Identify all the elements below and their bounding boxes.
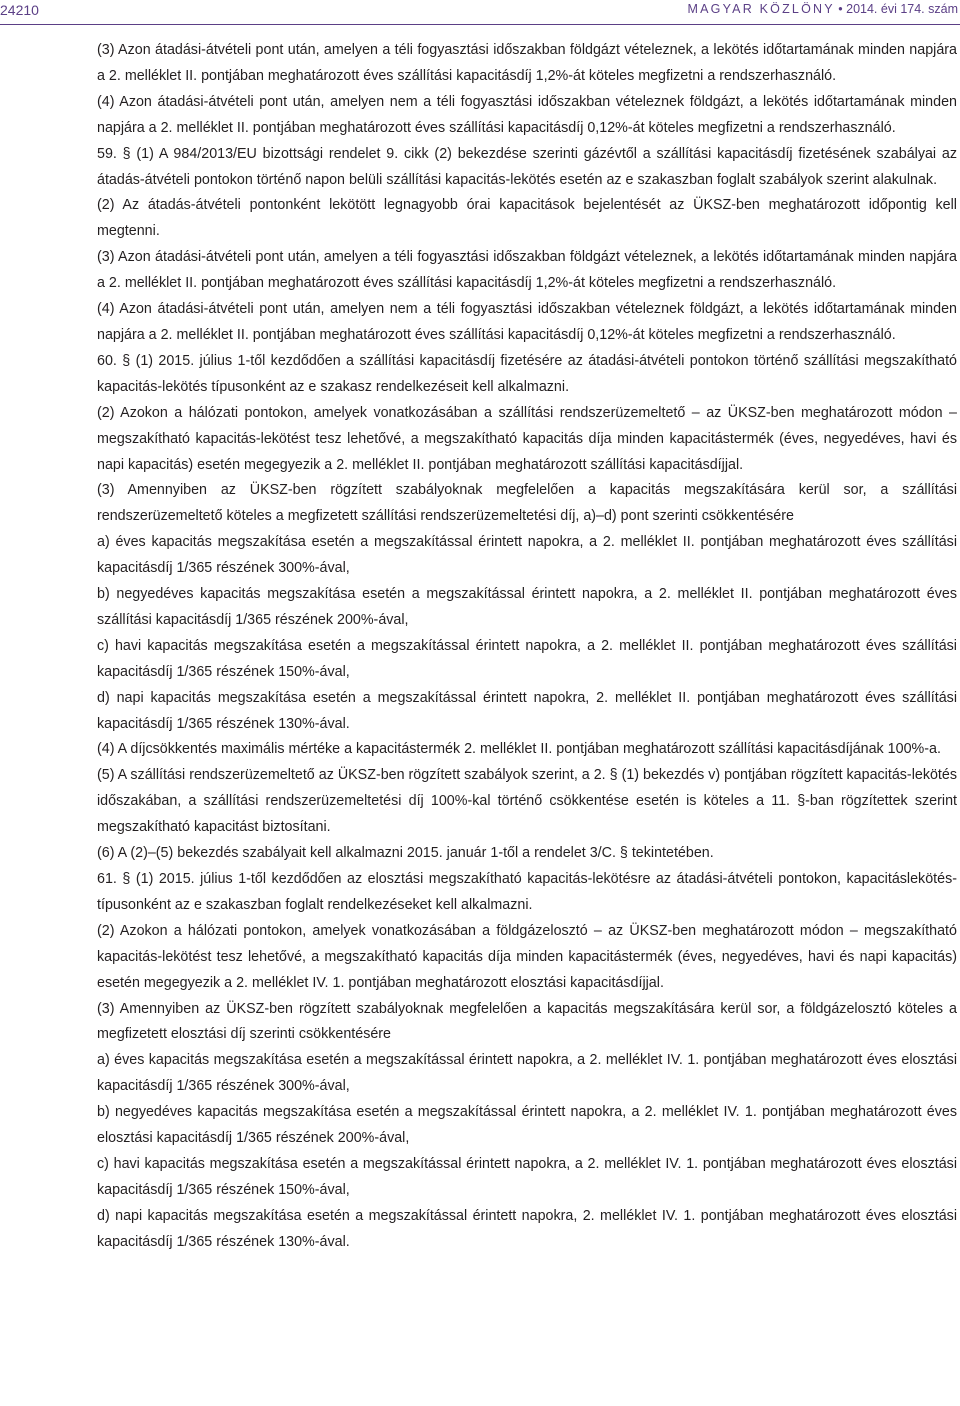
section-61-paragraph-2: (2) Azokon a hálózati pontokon, amelyek vonatkozásában a földgázelosztó – az ÜKSZ-ben meghatározott módon – megszakítható kapacitás-lekötést tesz lehetővé, a megszakítható kapacitás díja minden kapacitástermék (éves, negyedéves, havi és napi kapacitás) esetén megegyezik a 2. melléklet IV. 1. pontjában meghatározott elosztási kapacitásdíjjal.	[97, 922, 957, 991]
section-59-paragraph-2: (2) Az átadás-átvételi pontonként lekötött legnagyobb órai kapacitások bejelentését az ÜKSZ-ben meghatározott időpontig kell megtenni.	[97, 197, 957, 240]
section-59-paragraph-1: 59. § (1) A 984/2013/EU bizottsági rendelet 9. cikk (2) bekezdése szerinti gázévtől a szállítási kapacitásdíj fizetésének szabályai az átadás-átvételi pontokon történő napon belüli szállítási kapacitás-lekötés esetén az e szakaszban foglalt szabályok szerint alakulnak.	[97, 145, 957, 188]
issue-info: 2014. évi 174. szám	[846, 2, 958, 16]
section-60-paragraph-2: (2) Azokon a hálózati pontokon, amelyek vonatkozásában a szállítási rendszerüzemeltető – az ÜKSZ-ben meghatározott módon – megszakítható kapacitás-lekötést tesz lehetővé, a megszakítható kapacitás díja minden kapacitástermék (éves, negyedéves, havi és napi kapacitás) esetén megegyezik a 2. melléklet II. pontjában meghatározott szállítási kapacitásdíjjal.	[97, 404, 957, 473]
section-61-point-d: d) napi kapacitás megszakítása esetén a megszakítással érintett napokra, 2. melléklet IV. 1. pontjában meghatározott éves elosztási kapacitásdíj 1/365 részének 130%-ával.	[97, 1207, 957, 1250]
paragraph-3-winter: (3) Azon átadási-átvételi pont után, amelyen a téli fogyasztási időszakban földgázt vételeznek, a lekötés időtartamának minden napjára a 2. melléklet II. pontjában meghatározott éves szállítási kapacitásdíj 1,2%-át köteles megfizetni a rendszerhasználó.	[97, 42, 957, 84]
section-60-point-c: c) havi kapacitás megszakítása esetén a megszakítással érintett napokra, a 2. melléklet II. pontjában meghatározott éves szállítási kapacitásdíj 1/365 részének 150%-ával,	[97, 637, 957, 680]
section-61-paragraph-1: 61. § (1) 2015. július 1-től kezdődően az elosztási megszakítható kapacitás-lekötésre az átadási-átvételi pontokon, kapacitáslekötés-típusonként az e szakaszban foglalt rendelkezéseket kell alkalmazni.	[97, 871, 957, 913]
section-60-point-a: a) éves kapacitás megszakítása esetén a megszakítással érintett napokra, a 2. melléklet II. pontjában meghatározott éves szállítási kapacitásdíj 1/365 részének 300%-ával,	[97, 534, 957, 577]
section-61-point-c: c) havi kapacitás megszakítása esetén a megszakítással érintett napokra, a 2. melléklet IV. 1. pontjában meghatározott éves elosztási kapacitásdíj 1/365 részének 150%-ával,	[97, 1155, 957, 1198]
page-header	[0, 0, 960, 26]
page-number: 24210	[0, 2, 39, 18]
section-61-paragraph-3: (3) Amennyiben az ÜKSZ-ben rögzített szabályoknak megfelelően a kapacitás megszakítására kerül sor, a földgázelosztó köteles a megfizetett elosztási díj szerinti csökkentésére	[97, 1000, 957, 1043]
paragraph-4-non-winter: (4) Azon átadási-átvételi pont után, amelyen nem a téli fogyasztási időszakban vételeznek földgázt, a lekötés időtartamának minden napjára a 2. melléklet II. pontjában meghatározott éves szállítási kapacitásdíj 0,12%-át köteles megfizetni a rendszerhasználó.	[97, 93, 957, 136]
header-separator: •	[838, 2, 843, 16]
section-60-paragraph-3: (3) Amennyiben az ÜKSZ-ben rögzített szabályoknak megfelelően a kapacitás megszakítására kerül sor, a szállítási rendszerüzemeltető köteles a megfizetett szállítási rendszerüzemeltetési díj, a)–d) pont szerinti csökkentésére	[97, 482, 957, 525]
section-59-paragraph-4: (4) Azon átadási-átvételi pont után, amelyen nem a téli fogyasztási időszakban vételeznek földgázt, a lekötés időtartamának minden napjára a 2. melléklet II. pontjában meghatározott éves szállítási kapacitásdíj 0,12%-át köteles megfizetni a rendszerhasználó.	[97, 301, 957, 343]
header-rule	[0, 24, 960, 25]
section-61-point-a: a) éves kapacitás megszakítása esetén a megszakítással érintett napokra, a 2. melléklet IV. 1. pontjában meghatározott éves elosztási kapacitásdíj 1/365 részének 300%-ával,	[97, 1052, 957, 1095]
document-body	[97, 38, 957, 1256]
section-60-paragraph-6: (6) A (2)–(5) bekezdés szabályait kell alkalmazni 2015. január 1-től a rendelet 3/C. § tekintetében.	[97, 845, 714, 862]
section-60-paragraph-4: (4) A díjcsökkentés maximális mértéke a kapacitástermék 2. melléklet II. pontjában meghatározott szállítási kapacitásdíjának 100%-a.	[97, 741, 941, 758]
journal-title: MAGYAR KÖZLÖNY	[687, 2, 835, 16]
section-60-paragraph-1: 60. § (1) 2015. július 1-től kezdődően a szállítási kapacitásdíj fizetésére az átadási-átvételi pontokon történő szállítási megszakítható kapacitás-lekötés típusonként az e szakasz rendelkezéseit kell alkalmazni.	[97, 352, 957, 395]
section-60-point-d: d) napi kapacitás megszakítása esetén a megszakítással érintett napokra, 2. melléklet II. pontjában meghatározott éves szállítási kapacitásdíj 1/365 részének 130%-ával.	[97, 689, 957, 732]
section-61-point-b: b) negyedéves kapacitás megszakítása esetén a megszakítással érintett napokra, a 2. melléklet IV. 1. pontjában meghatározott éves elosztási kapacitásdíj 1/365 részének 200%-ával,	[97, 1104, 957, 1147]
section-59-paragraph-3: (3) Azon átadási-átvételi pont után, amelyen a téli fogyasztási időszakban földgázt vételeznek, a lekötés időtartamának minden napjára a 2. melléklet II. pontjában meghatározott éves szállítási kapacitásdíj 1,2%-át köteles megfizetni a rendszerhasználó.	[97, 249, 957, 292]
section-60-paragraph-5: (5) A szállítási rendszerüzemeltető az ÜKSZ-ben rögzített szabályok szerint, a 2. § (1) bekezdés v) pontjában rögzített kapacitás-lekötés időszakában, a szállítási rendszerüzemeltetési díj 100%-kal történő csökkentése esetén is köteles a 11. §-ban rögzítettek szerint megszakítható kapacitást biztosítani.	[97, 767, 957, 836]
journal-info	[688, 2, 959, 16]
section-60-point-b: b) negyedéves kapacitás megszakítása esetén a megszakítással érintett napokra, a 2. melléklet II. pontjában meghatározott éves szállítási kapacitásdíj 1/365 részének 200%-ával,	[97, 586, 957, 628]
